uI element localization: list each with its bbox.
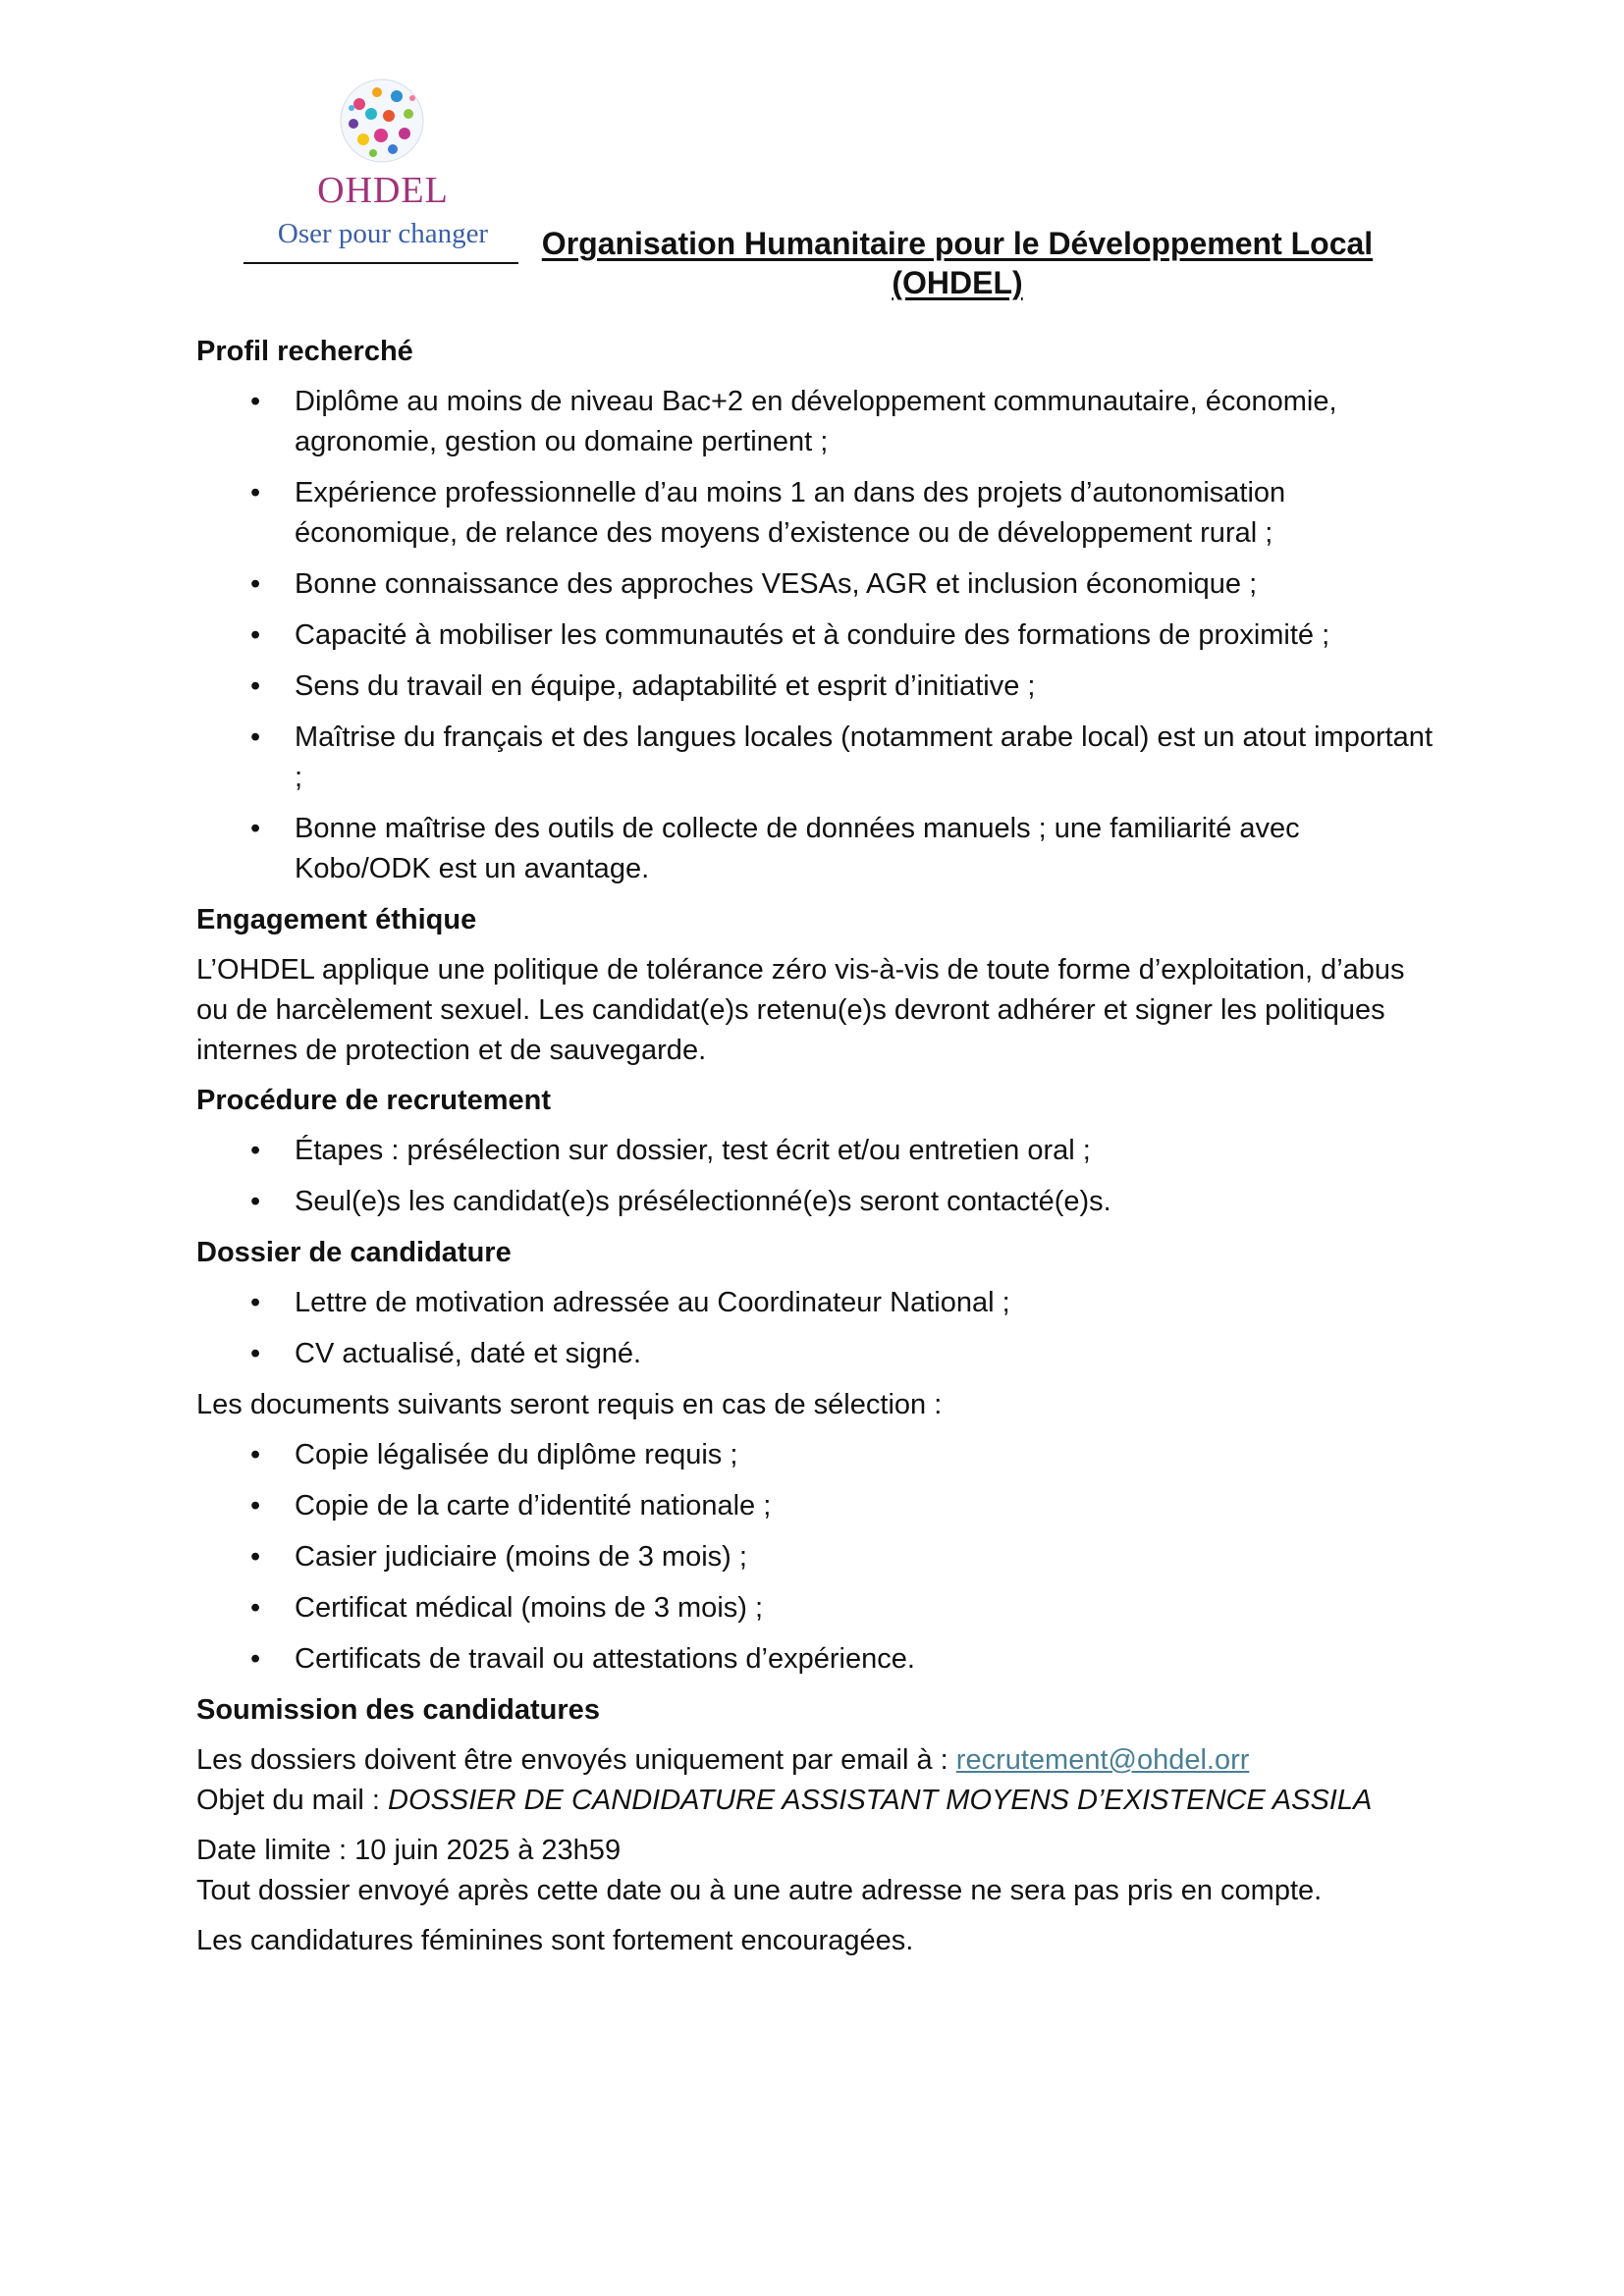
bullet-icon: • <box>250 670 261 702</box>
logo-name: OHDEL <box>317 170 449 211</box>
list-item: • Casier judiciaire (moins de 3 mois) ; <box>196 1537 1434 1577</box>
mail-subject: DOSSIER DE CANDIDATURE ASSISTANT MOYENS D’EXISTENCE ASSILA <box>388 1785 1373 1816</box>
bullet-icon: • <box>250 1592 261 1624</box>
list-item: • Bonne maîtrise des outils de collecte de données manuels ; une familiarité avec Kobo/ODK est un avantage. <box>196 809 1434 889</box>
list-item: • Copie légalisée du diplôme requis ; <box>196 1435 1434 1475</box>
email-line <box>196 1740 1434 1781</box>
selection-documents-list <box>196 1435 1434 1680</box>
section-title-profil: Profil recherché <box>196 336 413 367</box>
section-title-soumission: Soumission des candidatures <box>196 1694 600 1726</box>
mail-subject-line <box>196 1781 1434 1821</box>
list-item: • Sens du travail en équipe, adaptabilité et esprit d’initiative ; <box>196 667 1434 707</box>
dossier-list <box>196 1283 1434 1374</box>
header-rule <box>244 262 518 264</box>
list-item: • Certificat médical (moins de 3 mois) ; <box>196 1588 1434 1629</box>
mail-subject-label: Objet du mail : <box>196 1785 389 1816</box>
list-item: • Certificats de travail ou attestations d’expérience. <box>196 1639 1434 1680</box>
profil-list <box>196 382 1434 889</box>
bullet-icon: • <box>250 1490 261 1522</box>
list-item: • Diplôme au moins de niveau Bac+2 en développement communautaire, économie, agronomie, gestion ou domaine pertinent ; <box>196 382 1434 462</box>
bullet-icon: • <box>250 1439 261 1470</box>
globe-people-logo-icon <box>338 77 426 165</box>
list-item: • Maîtrise du français et des langues locales (notamment arabe local) est un atout important ; <box>196 718 1434 798</box>
list-item: • CV actualisé, daté et signé. <box>196 1334 1434 1374</box>
organization-title-line2: (OHDEL) <box>892 265 1023 300</box>
list-item: • Bonne connaissance des approches VESAs, AGR et inclusion économique ; <box>196 564 1434 605</box>
procedure-list <box>196 1131 1434 1222</box>
bullet-icon: • <box>250 1186 261 1217</box>
bullet-icon: • <box>250 721 261 753</box>
closing-note: Les candidatures féminines sont fortement encouragées. <box>196 1925 914 1956</box>
list-item: • Lettre de motivation adressée au Coordinateur National ; <box>196 1283 1434 1323</box>
email-link[interactable]: recrutement@ohdel.orr <box>955 1744 1250 1776</box>
deadline: Date limite : 10 juin 2025 à 23h59 <box>196 1835 622 1866</box>
document-body <box>196 332 1434 1971</box>
bullet-icon: • <box>250 1135 261 1166</box>
section-title-dossier: Dossier de candidature <box>196 1237 512 1268</box>
list-item: • Capacité à mobiliser les communautés et à conduire des formations de proximité ; <box>196 615 1434 656</box>
section-title-ethique: Engagement éthique <box>196 904 477 935</box>
organization-title <box>501 224 1414 302</box>
bullet-icon: • <box>250 619 261 651</box>
ohdel-logo <box>245 69 520 265</box>
bullet-icon: • <box>250 1643 261 1675</box>
bullet-icon: • <box>250 1541 261 1573</box>
list-item: • Expérience professionnelle d’au moins 1 an dans des projets d’autonomisation économique, de relance des moyens d’existence ou de développement rural ; <box>196 473 1434 554</box>
list-item: • Seul(e)s les candidat(e)s présélectionné(e)s seront contacté(e)s. <box>196 1182 1434 1222</box>
ethique-paragraph: L’OHDEL applique une politique de tolérance zéro vis-à-vis de toute forme d’exploitation, d’abus ou de harcèlement sexuel. Les candidat(e)s retenu(e)s devront adhérer et signer les politiques internes de protection et de sauvegarde. <box>196 954 1405 1066</box>
list-item: • Copie de la carte d’identité nationale ; <box>196 1486 1434 1526</box>
email-intro: Les dossiers doivent être envoyés uniquement par email à : <box>196 1744 956 1776</box>
selection-intro: Les documents suivants seront requis en cas de sélection : <box>196 1389 943 1420</box>
deadline-note: Tout dossier envoyé après cette date ou à une autre adresse ne sera pas pris en compte. <box>196 1875 1323 1906</box>
bullet-icon: • <box>250 386 261 417</box>
bullet-icon: • <box>250 1338 261 1369</box>
section-title-procedure: Procédure de recrutement <box>196 1085 552 1116</box>
bullet-icon: • <box>250 1287 261 1318</box>
bullet-icon: • <box>250 813 261 844</box>
organization-title-line1: Organisation Humanitaire pour le Développement Local <box>541 226 1374 261</box>
bullet-icon: • <box>250 477 261 508</box>
bullet-icon: • <box>250 568 261 600</box>
list-item: • Étapes : présélection sur dossier, test écrit et/ou entretien oral ; <box>196 1131 1434 1171</box>
logo-tagline: Oser pour changer <box>277 218 489 249</box>
